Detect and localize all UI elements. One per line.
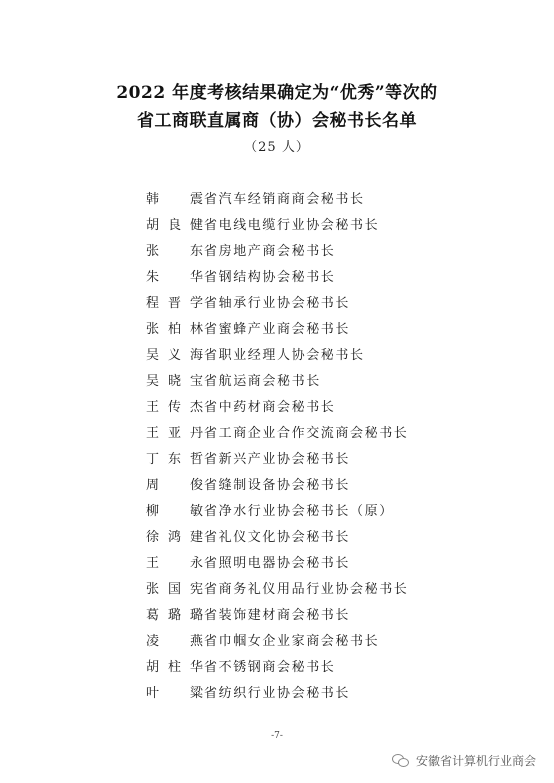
entry-name: 吴义海 (146, 347, 204, 363)
entry-role: 省装饰建材商会秘书长 (204, 607, 351, 623)
list-item (146, 262, 506, 288)
list-item (146, 626, 506, 652)
list-item (146, 574, 506, 600)
entry-role: 省汽车经销商商会秘书长 (204, 191, 365, 207)
entry-name: 朱 华 (146, 269, 204, 285)
entry-name: 张柏林 (146, 321, 204, 337)
entry-role: 省钢结构协会秘书长 (204, 269, 336, 285)
entry-role: 省轴承行业协会秘书长 (204, 295, 351, 311)
entry-role: 省新兴产业协会秘书长 (204, 451, 351, 467)
entry-list (146, 184, 506, 704)
list-item (146, 444, 506, 470)
watermark (392, 752, 536, 769)
entry-name: 徐鸿建 (146, 529, 204, 545)
list-item (146, 600, 506, 626)
entry-name: 王 永 (146, 555, 204, 571)
entry-role: 省电线电缆行业协会秘书长 (204, 217, 380, 233)
entry-role: 省巾帼女企业家商会秘书长 (204, 633, 380, 649)
entry-name: 王亚丹 (146, 425, 204, 441)
entry-role: 省商务礼仪用品行业协会秘书长 (204, 581, 409, 597)
list-item (146, 496, 506, 522)
wechat-icon (392, 754, 410, 768)
list-item (146, 236, 506, 262)
entry-role: 省蜜蜂产业商会秘书长 (204, 321, 351, 337)
entry-role: 省纺织行业协会秘书长 (204, 685, 351, 701)
entry-name: 韩 震 (146, 191, 204, 207)
list-item (146, 314, 506, 340)
entry-role: 省职业经理人协会秘书长 (204, 347, 365, 363)
document-title-line-2: 省工商联直属商（协）会秘书长名单 (137, 111, 417, 131)
list-item (146, 288, 506, 314)
entry-name: 胡良健 (146, 217, 204, 233)
entry-name: 丁东哲 (146, 451, 204, 467)
entry-name: 王传杰 (146, 399, 204, 415)
watermark-text: 安徽省计算机行业商会 (415, 754, 536, 768)
list-item (146, 470, 506, 496)
entry-name: 凌 燕 (146, 633, 204, 649)
list-item (146, 392, 506, 418)
entry-role: 省工商企业合作交流商会秘书长 (204, 425, 409, 441)
list-item (146, 184, 506, 210)
page-number: -7- (271, 731, 283, 741)
entry-name: 吴晓宝 (146, 373, 204, 389)
list-item (146, 340, 506, 366)
list-item (146, 418, 506, 444)
list-item (146, 210, 506, 236)
entry-role: 省缝制设备协会秘书长 (204, 477, 351, 493)
list-item (146, 522, 506, 548)
entry-role: 省房地产商会秘书长 (204, 243, 336, 259)
entry-role: 省航运商会秘书长 (204, 373, 321, 389)
entry-name: 周 俊 (146, 477, 204, 493)
list-item (146, 652, 506, 678)
entry-name: 叶 粱 (146, 685, 204, 701)
entry-name: 胡柱华 (146, 659, 204, 675)
entry-name: 张国宪 (146, 581, 204, 597)
entry-name: 张 东 (146, 243, 204, 259)
list-item (146, 548, 506, 574)
list-item (146, 678, 506, 704)
entry-role: 省礼仪文化协会秘书长 (204, 529, 351, 545)
entry-name: 葛璐璐 (146, 607, 204, 623)
entry-name: 柳 敏 (146, 503, 204, 519)
entry-role: 省中药材商会秘书长 (204, 399, 336, 415)
list-item (146, 366, 506, 392)
entry-role: 省不锈钢商会秘书长 (204, 659, 336, 675)
document-title-line-1: 2022 年度考核结果确定为“优秀”等次的 (116, 83, 438, 103)
entry-role: 省净水行业协会秘书长（原） (204, 503, 394, 519)
entry-role: 省照明电器协会秘书长 (204, 555, 351, 571)
entry-name: 程晋学 (146, 295, 204, 311)
count-note: （25 人） (244, 140, 310, 155)
